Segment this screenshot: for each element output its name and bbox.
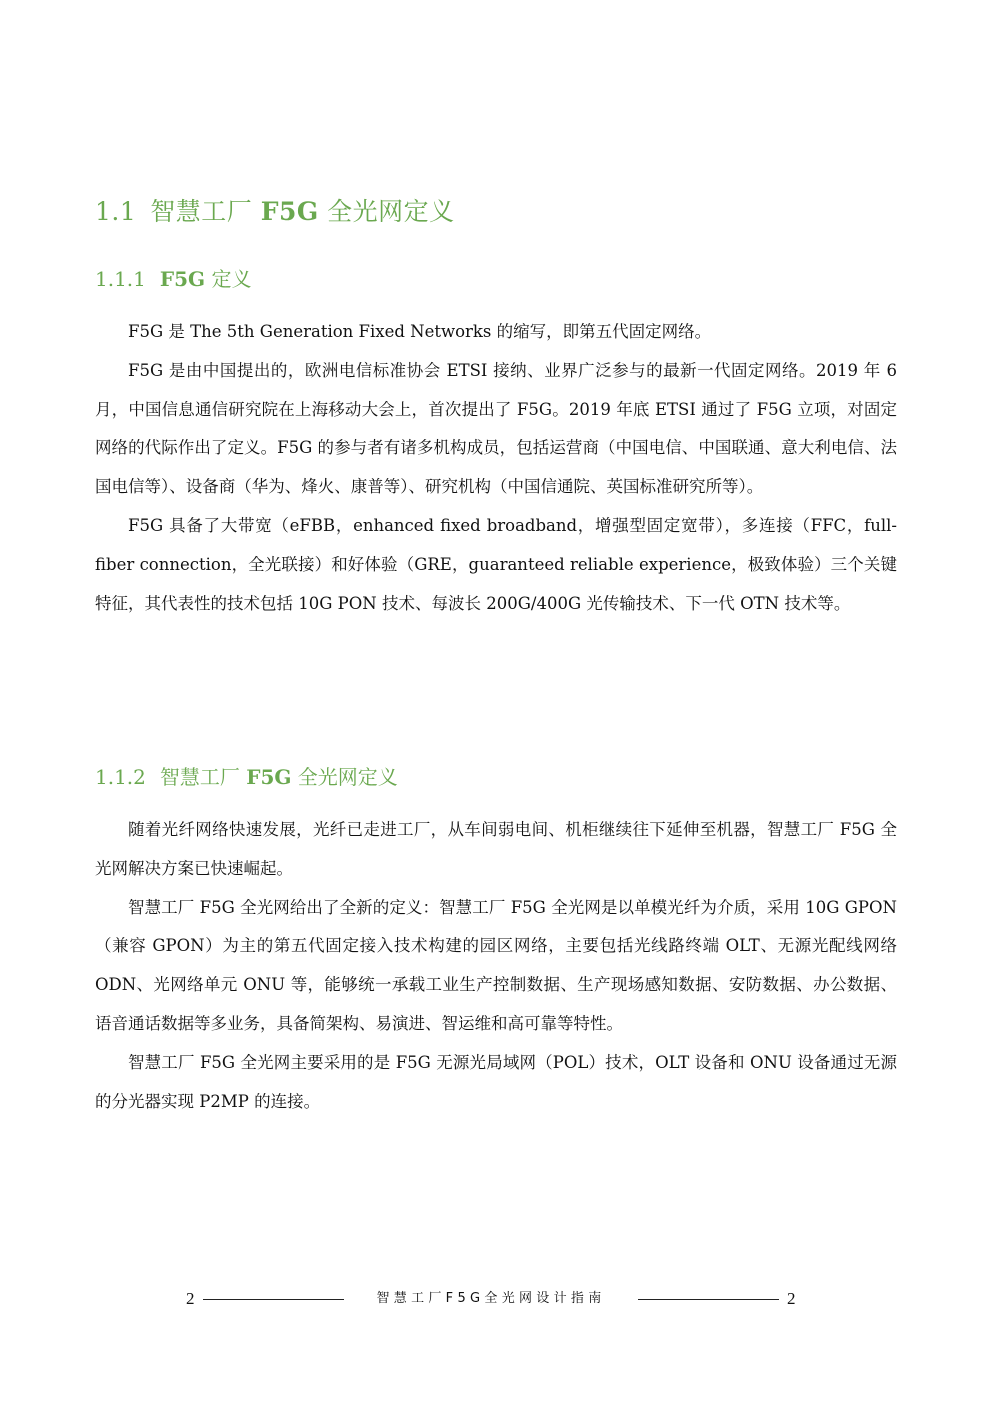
section-body-1-1-1 (95, 313, 897, 623)
footer-rule-right (638, 1299, 779, 1300)
heading-number: 1.1 (95, 197, 137, 226)
heading-suffix: 全光网定义 (291, 765, 398, 789)
heading-suffix: 全光网定义 (318, 197, 455, 226)
section-heading-1-1-1 (95, 263, 251, 292)
footer-title: 智慧工厂F5G全光网设计指南 (376, 1291, 606, 1306)
page-footer (0, 1287, 992, 1311)
heading-prefix: 智慧工厂 (159, 765, 247, 789)
heading-number: 1.1.2 (95, 765, 146, 789)
paragraph: 智慧工厂 F5G 全光网主要采用的是 F5G 无源光局域网（POL）技术，OLT 设备和 ONU 设备通过无源的分光器实现 P2MP 的连接。 (95, 1052, 897, 1111)
heading-bold: F5G (260, 197, 319, 226)
heading-suffix: 定义 (205, 267, 252, 291)
heading-bold: F5G (246, 765, 292, 789)
heading-bold: F5G (159, 267, 206, 291)
section-body-1-1-2 (95, 811, 897, 1121)
page-number-left: 2 (186, 1289, 195, 1308)
paragraph: 智慧工厂 F5G 全光网给出了全新的定义：智慧工厂 F5G 全光网是以单模光纤为介质，采用 10G GPON（兼容 GPON）为主的第五代固定接入技术构建的园区网络，主要包括光线路终端 OLT、无源光配线网络 ODN、光网络单元 ONU 等，能够统一承载工业生产控制数据、生产现场感知数据、安防数据、办公数据、语音通话数据等多业务，具备简架构、易演进、智运维和高可靠等特性。 (95, 897, 897, 1033)
footer-rule-left (203, 1299, 344, 1300)
paragraph: F5G 是由中国提出的，欧洲电信标准协会 ETSI 接纳、业界广泛参与的最新一代固定网络。2019 年 6 月，中国信息通信研究院在上海移动大会上，首次提出了 F5G。2019 年底 ETSI 通过了 F5G 立项，对固定网络的代际作出了定义。F5G 的参与者有诸多机构成员，包括运营商（中国电信、中国联通、意大利电信、法国电信等）、设备商（华为、烽火、康普等）、研究机构（中国信通院、英国标准研究所等）。 (95, 360, 897, 497)
section-heading-1-1-2 (95, 761, 398, 790)
paragraph: F5G 具备了大带宽（eFBB，enhanced fixed broadband，增强型固定宽带），多连接（FFC，full-fiber connection，全光联接）和好体验（GRE，guaranteed reliable experience，极致体验）三个关键特征，其代表性的技术包括 10G PON 技术、每波长 200G/400G 光传输技术、下一代 OTN 技术等。 (95, 515, 897, 613)
page-number-right: 2 (787, 1289, 796, 1308)
paragraph: F5G 是 The 5th Generation Fixed Networks 的缩写，即第五代固定网络。 (128, 322, 712, 341)
paragraph: 随着光纤网络快速发展，光纤已走进工厂，从车间弱电间、机柜继续往下延伸至机器，智慧工厂 F5G 全光网解决方案已快速崛起。 (95, 820, 897, 878)
heading-prefix: 智慧工厂 (150, 197, 261, 226)
section-heading-1-1 (95, 192, 455, 228)
heading-number: 1.1.1 (95, 267, 146, 291)
